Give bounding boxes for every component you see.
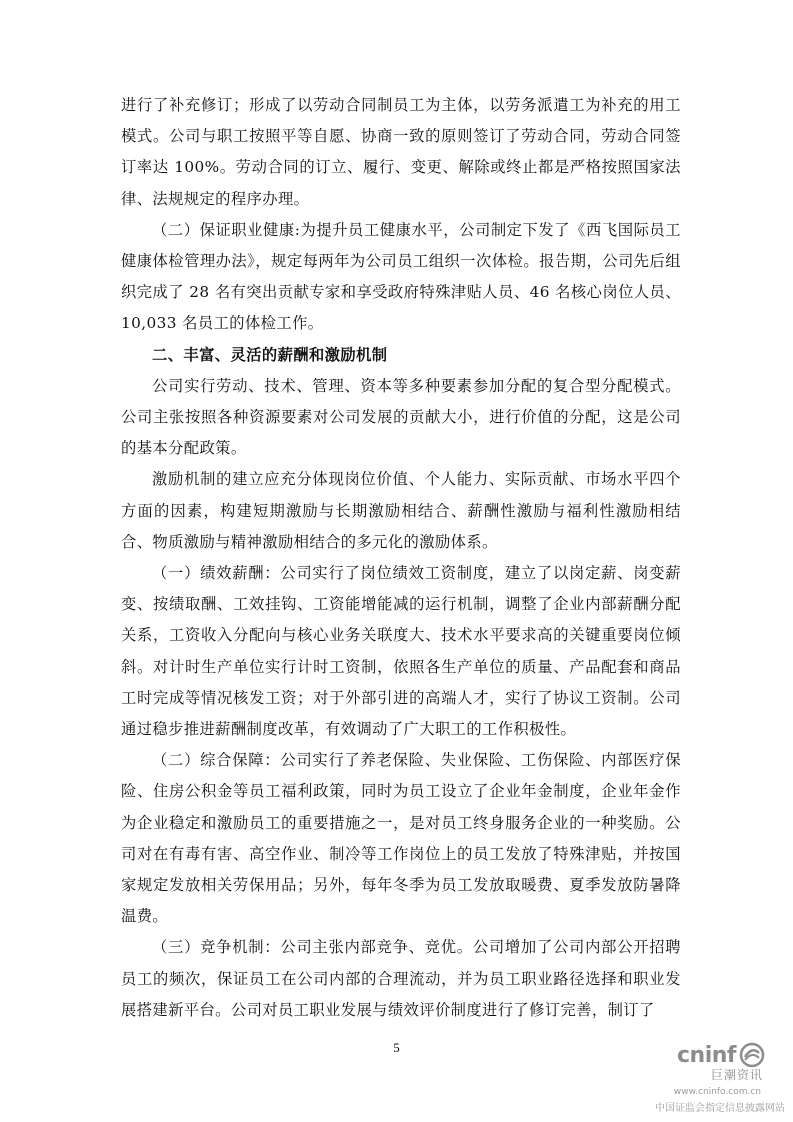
paragraph-competition-mechanism: （三）竞争机制：公司主张内部竞争、竞优。公司增加了公司内部公开招聘员工的频次，保证员工在公司内部的合理流动，并为员工职业路径选择和职业发展搭建新平台。公司对员工职业发展与绩效评价制度进行了修订完善，制订了: [121, 938, 681, 1019]
section-heading-compensation: 二、丰富、灵活的薪酬和激励机制: [152, 345, 388, 364]
cninfo-watermark: [635, 1042, 785, 1114]
paragraph-incentive-mechanism: 激励机制的建立应充分体现岗位价值、个人能力、实际贡献、市场水平四个方面的因素，构建短期激励与长期激励相结合、薪酬性激励与福利性激励相结合、物质激励与精神激励相结合的多元化的激励体系。: [121, 470, 681, 551]
paragraph-occupational-health: （二）保证职业健康:为提升员工健康水平，公司制定下发了《西飞国际员工健康体检管理办法》，规定每两年为公司员工组织一次体检。报告期，公司先后组织完成了 28 名有突出贡献专家和享受政府特殊津贴人员、46 名核心岗位人员、10,033 名员工的体检工作。: [121, 220, 681, 333]
watermark-logo-text: cninf: [677, 1042, 736, 1068]
watermark-brand: 巨潮资讯: [710, 1068, 763, 1082]
watermark-logo: [635, 1042, 785, 1068]
watermark-url: www.cninfo.com.cn: [673, 1087, 761, 1097]
cninfo-swirl-icon: [739, 1042, 765, 1068]
paragraph-comprehensive-security: （二）综合保障：公司实行了养老保险、失业保险、工伤保险、内部医疗保险、住房公积金等员工福利政策，同时为员工设立了企业年金制度，企业年金作为企业稳定和激励员工的重要措施之一，是对员工终身服务企业的一种奖励。公司对在有毒有害、高空作业、制冷等工作岗位上的员工发放了特殊津贴，并按国家规定发放相关劳保用品；另外，每年冬季为员工发放取暖费、夏季发放防暑降温费。: [121, 751, 681, 926]
page-number: 5: [393, 1040, 400, 1055]
paragraph-performance-pay: （一）绩效薪酬：公司实行了岗位绩效工资制度，建立了以岗定薪、岗变薪变、按绩取酬、工效挂钩、工资能增能减的运行机制，调整了企业内部薪酬分配关系，工资收入分配向与核心业务关联度大、技术水平要求高的关键重要岗位倾斜。对计时生产单位实行计时工资制，依照各生产单位的质量、产品配套和商品工时完成等情况核发工资；对于外部引进的高端人才，实行了协议工资制。公司通过稳步推进薪酬制度改革，有效调动了广大职工的工作积极性。: [121, 564, 681, 739]
document-body: [121, 90, 681, 1026]
paragraph-contract-continuation: 进行了补充修订；形成了以劳动合同制员工为主体，以劳务派遣工为补充的用工模式。公司与职工按照平等自愿、协商一致的原则签订了劳动合同，劳动合同签订率达 100%。劳动合同的订立、履行、变更、解除或终止都是严格按照国家法律、法规规定的程序办理。: [121, 96, 681, 208]
watermark-caption: 中国证监会指定信息披露网站: [655, 1103, 785, 1114]
paragraph-distribution-model: 公司实行劳动、技术、管理、资本等多种要素参加分配的复合型分配模式。公司主张按照各种资源要素对公司发展的贡献大小，进行价值的分配，这是公司的基本分配政策。: [121, 376, 681, 458]
